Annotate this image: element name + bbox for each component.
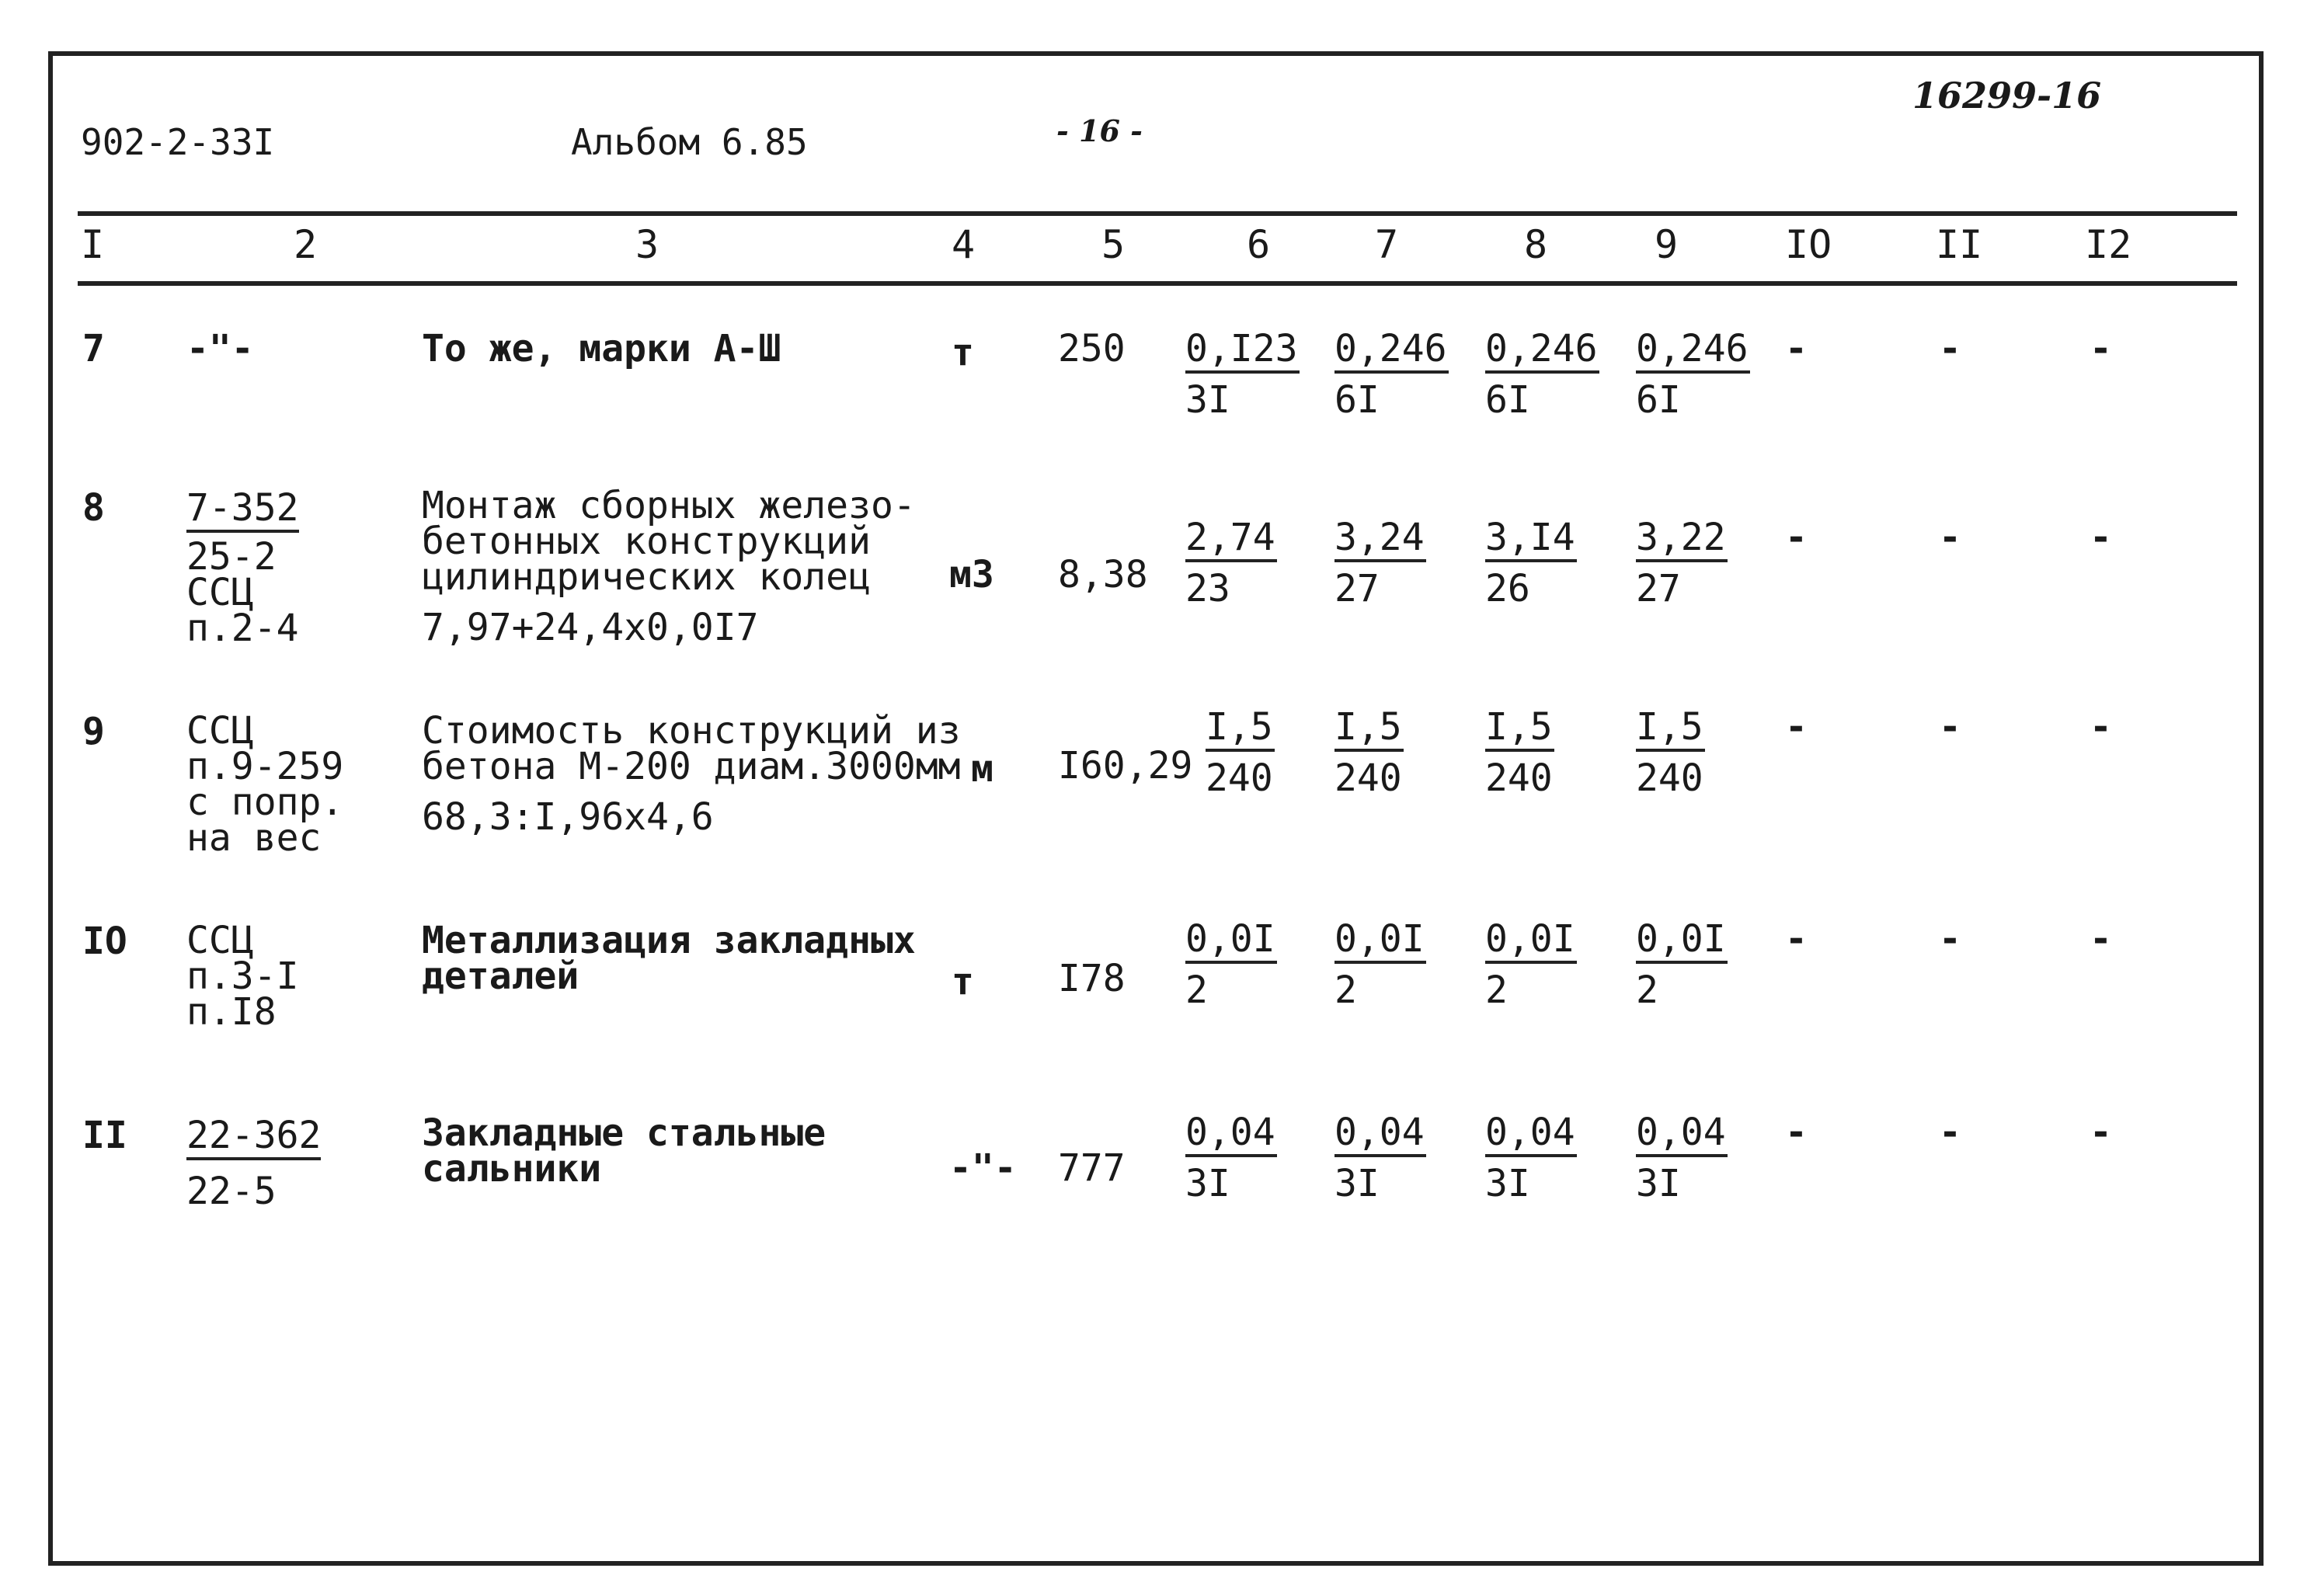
- empty-dash: -: [2090, 516, 2112, 559]
- empty-dash: -: [1939, 327, 1961, 370]
- column-number: 6: [1247, 222, 1271, 267]
- work-description: Закладные стальные сальники: [422, 1111, 826, 1191]
- empty-dash: -: [2090, 917, 2112, 961]
- unit: м: [971, 747, 993, 791]
- column-number: II: [1936, 222, 1983, 267]
- fraction-value: $\frac{I,5}{240}$: [1636, 705, 1703, 800]
- column-number: I2: [2085, 222, 2132, 267]
- fraction-value: $\frac{0,04}{3I}$: [1334, 1111, 1425, 1205]
- page-frame: [48, 51, 2264, 1566]
- fraction-value: $\frac{0,246}{6I}$: [1485, 327, 1598, 422]
- album-number: Альбом 6.85: [571, 121, 808, 163]
- work-description: Стоимость конструкций из бетона М-200 диам.3000мм: [422, 709, 961, 788]
- row-number: II: [82, 1114, 127, 1157]
- rate-code: -"-: [186, 327, 254, 370]
- empty-dash: -: [1785, 917, 1808, 961]
- row-number: 7: [82, 327, 105, 370]
- empty-dash: -: [2090, 705, 2112, 749]
- unit: т: [952, 960, 974, 1003]
- empty-dash: -: [2090, 1111, 2112, 1154]
- rate-code: 7-352: [186, 489, 299, 533]
- work-description: То же, марки А-Ш: [422, 327, 781, 370]
- empty-dash: -: [1939, 917, 1961, 961]
- unit: т: [952, 331, 974, 374]
- column-number: 9: [1655, 222, 1679, 267]
- quantity: 777: [1058, 1146, 1126, 1190]
- empty-dash: -: [1785, 516, 1808, 559]
- column-number: 8: [1524, 222, 1548, 267]
- fraction-value: $\frac{0,04}{3I}$: [1185, 1111, 1275, 1205]
- document-code: 902-2-33I: [81, 121, 275, 163]
- empty-dash: -: [1939, 516, 1961, 559]
- column-number: 2: [294, 222, 318, 267]
- column-number: 4: [952, 222, 976, 267]
- empty-dash: -: [1939, 1111, 1961, 1154]
- page-number: - 16 -: [1056, 113, 1143, 148]
- work-description: Металлизация закладных деталей: [422, 919, 916, 998]
- rate-code: ССЦ п.9-259 с попр. на вес: [186, 709, 344, 860]
- fraction-value: $\frac{0,04}{3I}$: [1636, 1111, 1726, 1205]
- column-number: I: [81, 222, 105, 267]
- table-top-rule: [78, 211, 2237, 216]
- rate-code: ССЦ п.3-I п.I8: [186, 919, 299, 1034]
- quantity: 8,38: [1058, 553, 1148, 596]
- table-header-rule: [78, 281, 2237, 286]
- work-description: Монтаж сборных железо- бетонных конструкций цилиндрических колец: [422, 484, 916, 599]
- column-number: 5: [1101, 222, 1126, 267]
- fraction-value: $\frac{0,0I}{2}$: [1334, 917, 1425, 1012]
- rate-code-details: 22-5: [186, 1170, 277, 1213]
- fraction-value: $\frac{3,I4}{26}$: [1485, 516, 1575, 610]
- fraction-value: $\frac{0,I23}{3I}$: [1185, 327, 1298, 422]
- calculation-formula: 68,3:I,96x4,6: [422, 795, 714, 839]
- calculation-formula: 7,97+24,4x0,0I7: [422, 606, 759, 649]
- column-number: 3: [635, 222, 659, 267]
- fraction-value: $\frac{3,22}{27}$: [1636, 516, 1726, 610]
- quantity: 250: [1058, 327, 1126, 370]
- column-number: IO: [1785, 222, 1832, 267]
- empty-dash: -: [2090, 327, 2112, 370]
- row-number: 9: [82, 710, 105, 753]
- fraction-value: $\frac{0,246}{6I}$: [1334, 327, 1447, 422]
- fraction-value: $\frac{I,5}{240}$: [1485, 705, 1553, 800]
- fraction-value: $\frac{0,04}{3I}$: [1485, 1111, 1575, 1205]
- fraction-value: $\frac{0,0I}{2}$: [1185, 917, 1275, 1012]
- fraction-value: $\frac{3,24}{27}$: [1334, 516, 1425, 610]
- fraction-value: $\frac{0,0I}{2}$: [1636, 917, 1726, 1012]
- row-number: 8: [82, 486, 105, 530]
- fraction-value: $\frac{I,5}{240}$: [1334, 705, 1402, 800]
- empty-dash: -: [1785, 327, 1808, 370]
- row-number: IO: [82, 920, 127, 963]
- archive-stamp-number: 16299-16: [1912, 75, 2102, 116]
- column-number: 7: [1375, 222, 1399, 267]
- rate-code-details: 25-2 ССЦ п.2-4: [186, 535, 299, 650]
- quantity: I60,29: [1058, 744, 1193, 788]
- fraction-value: $\frac{2,74}{23}$: [1185, 516, 1275, 610]
- unit: м3: [949, 553, 994, 596]
- fraction-value: $\frac{I,5}{240}$: [1206, 705, 1273, 800]
- empty-dash: -: [1785, 705, 1808, 749]
- unit: -"-: [949, 1146, 1017, 1190]
- empty-dash: -: [1785, 1111, 1808, 1154]
- empty-dash: -: [1939, 705, 1961, 749]
- fraction-value: $\frac{0,246}{6I}$: [1636, 327, 1749, 422]
- rate-code: 22-362: [186, 1117, 321, 1160]
- quantity: I78: [1058, 957, 1126, 1000]
- fraction-value: $\frac{0,0I}{2}$: [1485, 917, 1575, 1012]
